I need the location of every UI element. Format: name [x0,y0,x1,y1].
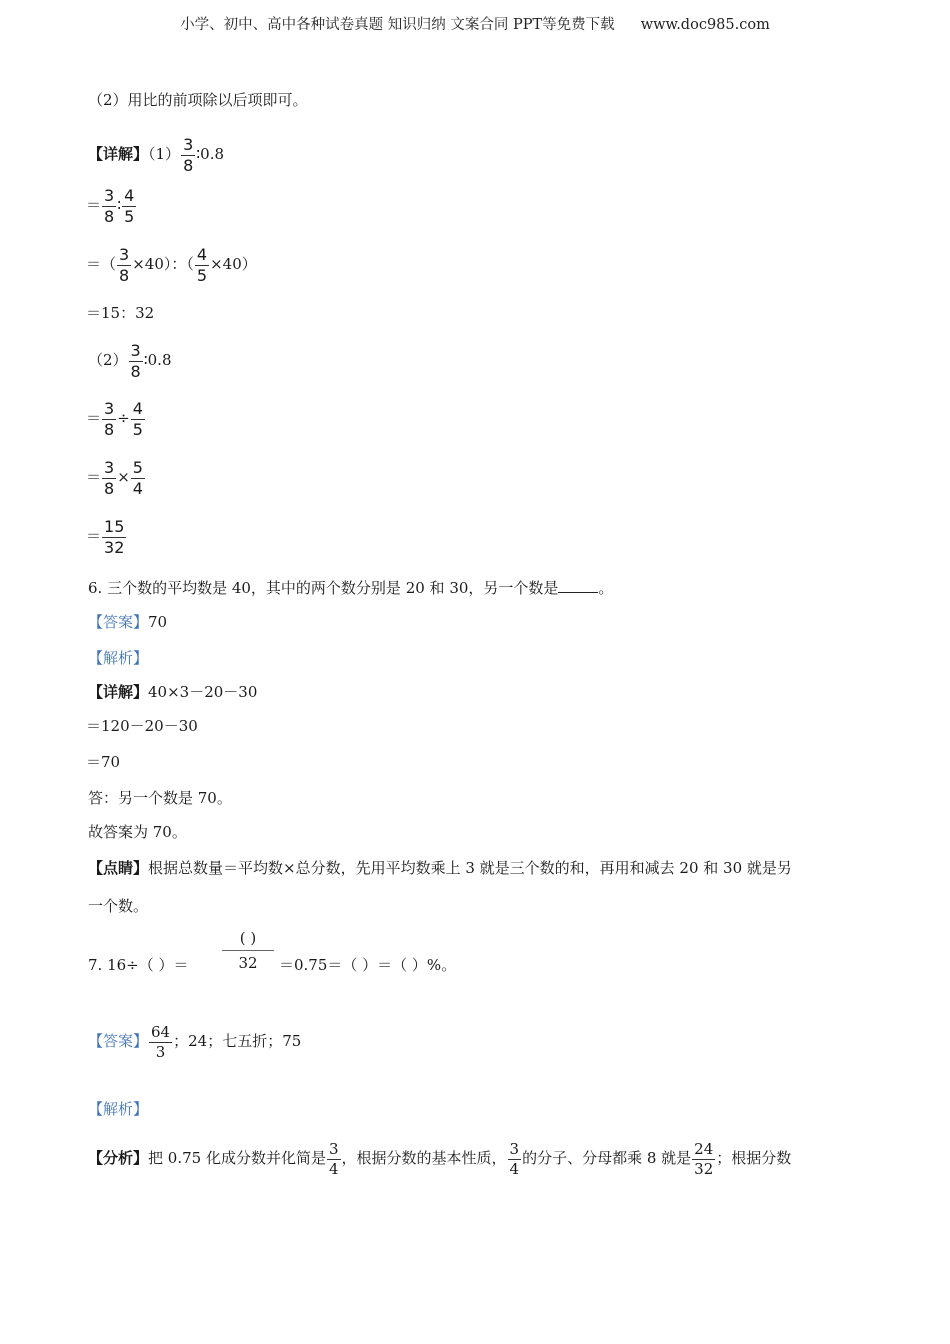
header-site: www.doc985.com [640,17,770,33]
fraction-15-32: $\frac{15}{32}$ [104,516,125,557]
fraction-3-8: $\frac{3}{8}$ [130,340,141,381]
header-title: 小学、初中、高中各种试卷真题 知识归纳 文案合同 PPT等免费下载 [180,17,615,33]
q5-hint-2: （2）用比的前项除以后项即可。 [88,91,308,109]
fraction-4-5: $\frac{4}{5}$ [124,185,135,226]
q6-step-2: ＝120－20－30 [86,717,198,735]
fraction-5-4: $\frac{5}{4}$ [132,457,143,498]
q7-question-a: 7. 16÷（ ）＝ [88,956,189,974]
q6-reply: 答：另一个数是 70。 [88,789,232,807]
q5-step-2: ＝（ $\frac{3}{8}$ ×40）：（ $\frac{4}{5}$ ×40） [86,244,257,285]
q6-answer: 【答案】70 [88,613,168,631]
fraction-3-8: $\frac{3}{8}$ [119,244,130,285]
q7-question-b: ＝0.75＝（ ）＝（ ）%。 [279,956,457,974]
fraction-3-8: $\frac{3}{8}$ [104,185,115,226]
q6-step-3: ＝70 [86,753,121,771]
q5-mul-step: ＝ $\frac{3}{8}$ × $\frac{5}{4}$ [86,457,143,498]
q7-fenxi: 【分析】把 0.75 化成分数并化简是 $\frac{3}{4}$ ，根据分数的基本性质， $\frac{3}{4}$ 的分子、分母都乘 8 就是 $\frac{24}{32}$ ；根据分数 [88,1139,792,1178]
fraction-64-3: $\frac{64}{3}$ [151,1022,171,1061]
fraction-24-32: $\frac{24}{32}$ [694,1139,714,1178]
q7-blank-fraction: ( ) 32 [222,929,274,972]
q6-final: 故答案为 70。 [88,823,187,841]
q6-note: 【点睛】根据总数量＝平均数×总分数，先用平均数乘上 3 就是三个数的和，再用和减去 20 和 30 就是另 [88,859,792,877]
q5-step-1: ＝ $\frac{3}{8}$ ∶ $\frac{4}{5}$ [86,185,135,226]
fraction-3-8: $\frac{3}{8}$ [104,457,115,498]
q5-div-step: ＝ $\frac{3}{8}$ ÷ $\frac{4}{5}$ [86,398,143,439]
q6-analysis-label: 【解析】 [88,649,149,667]
part-1-label: （1） [148,145,181,163]
q5-ratio-result: ＝15：32 [86,304,155,322]
fraction-3-4: $\frac{3}{4}$ [509,1139,520,1178]
q5-final: ＝ $\frac{15}{32}$ [86,516,125,557]
fraction-4-5: $\frac{4}{5}$ [132,398,143,439]
q7-answer: 【答案】 $\frac{64}{3}$ ；24；七五折；75 [88,1022,302,1061]
fraction-4-5: $\frac{4}{5}$ [196,244,208,285]
fraction-3-8: $\frac{3}{8}$ [183,134,194,175]
answer-blank [558,578,598,593]
q6-note-cont: 一个数。 [88,897,149,915]
colon: ∶ [196,145,201,163]
page-header [0,13,950,34]
detail-label: 【详解】 [88,145,149,163]
fraction-3-4: $\frac{3}{4}$ [328,1139,339,1178]
fraction-3-8: $\frac{3}{8}$ [104,398,115,439]
decimal-0-8: 0.8 [200,145,225,163]
q6-question: 6. 三个数的平均数是 40，其中的两个数分别是 20 和 30，另一个数是 。 [88,579,614,597]
q5-part-2: （2） $\frac{3}{8}$ ∶0.8 [88,340,172,381]
q6-detail: 【详解】40×3－20－30 [88,683,258,701]
q5-detail-line [88,134,224,174]
q7-analysis-label: 【解析】 [88,1100,149,1118]
answer-label: 【答案】 [88,613,149,631]
